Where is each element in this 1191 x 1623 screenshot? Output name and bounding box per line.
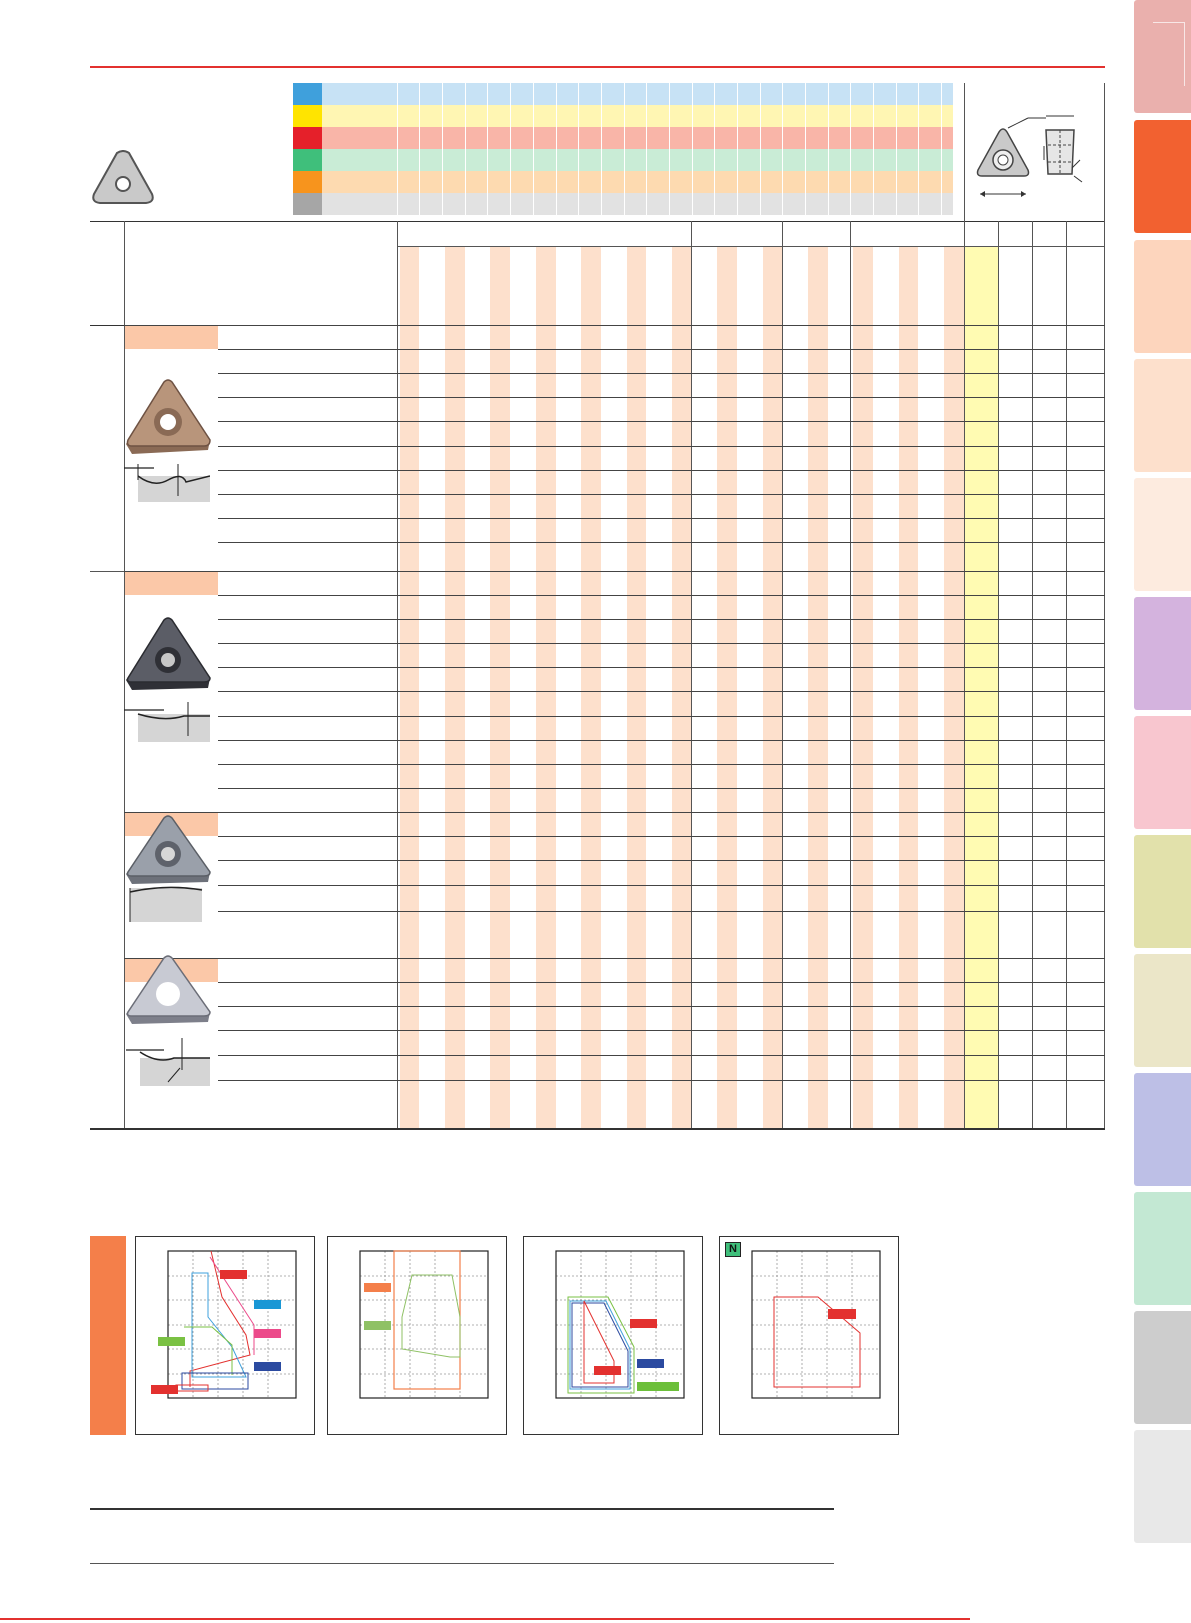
grade-column-stripe: [717, 246, 737, 1128]
index-tab-5[interactable]: [1134, 478, 1191, 591]
insert-image-dark: [124, 616, 212, 692]
grade-column-stripe: [445, 246, 465, 1128]
table-right-edge: [1104, 83, 1105, 1128]
group-divider: [90, 571, 124, 572]
footnote-rule-top: [90, 1508, 834, 1510]
table-subheader-line: [397, 246, 1105, 247]
insert-image-polished: [124, 954, 212, 1026]
grade-column-stripe: [899, 246, 918, 1128]
index-tab-6[interactable]: [1134, 597, 1191, 710]
table-row-line: [218, 911, 1105, 912]
index-tab-13[interactable]: [1134, 1430, 1191, 1543]
table-vline: [397, 221, 398, 1128]
table-row-line: [218, 691, 1105, 692]
table-header-bottom: [90, 325, 1105, 326]
recommended-column: [964, 246, 998, 1128]
table-row-line: [218, 421, 1105, 422]
table-group-line: [124, 325, 1105, 326]
insert-image-coated: [124, 814, 212, 886]
grade-column-stripe: [581, 246, 601, 1128]
chipbreaker-label-bar: [125, 326, 218, 349]
table-row-line: [218, 788, 1105, 789]
table-vline: [850, 221, 851, 1128]
grade-column-stripe: [627, 246, 646, 1128]
table-vline: [1032, 221, 1033, 1128]
grade-column-stripe: [763, 246, 782, 1128]
table-row-line: [218, 494, 1105, 495]
index-tab-7[interactable]: [1134, 716, 1191, 829]
chipbreaker-profile-icon: [124, 702, 210, 742]
iso-row-P: [293, 83, 953, 105]
table-vline: [782, 221, 783, 1128]
table-row-line: [218, 571, 1105, 572]
table-row-line: [218, 982, 1105, 983]
chipbreaker-profile-icon: [124, 1036, 210, 1086]
triangle-insert-icon: [90, 150, 156, 206]
chipbreaker-profile-icon: [124, 462, 210, 502]
table-row-line: [218, 1006, 1105, 1007]
header-vline: [964, 83, 965, 221]
grade-column-stripe: [808, 246, 828, 1128]
grade-column-stripe: [400, 246, 419, 1128]
table-row-line: [218, 667, 1105, 668]
table-row-line: [218, 764, 1105, 765]
iso-row-N: [293, 149, 953, 171]
table-row-line: [218, 885, 1105, 886]
index-tab-4[interactable]: [1134, 359, 1191, 472]
table-row-line: [218, 812, 1105, 813]
table-row-line: [218, 643, 1105, 644]
index-tab-9[interactable]: [1134, 954, 1191, 1067]
table-vline: [691, 221, 692, 1128]
page-footer-rule: [0, 1618, 970, 1620]
iso-row-H: [293, 193, 953, 215]
index-tab-11[interactable]: [1134, 1192, 1191, 1305]
cutting-range-chart-3: [523, 1236, 703, 1435]
table-group-line: [124, 958, 1105, 959]
index-tab-2[interactable]: [1134, 120, 1191, 233]
table-row-line: [218, 1055, 1105, 1056]
cutting-range-chart-4: [719, 1236, 899, 1435]
index-tab-12[interactable]: [1134, 1311, 1191, 1424]
table-row-line: [218, 446, 1105, 447]
band-vline: [964, 83, 965, 215]
table-group-line: [124, 812, 1105, 813]
table-row-line: [218, 1030, 1105, 1031]
iso-material-bands: [293, 83, 953, 215]
iso-row-K: [293, 127, 953, 149]
grade-column-stripe: [853, 246, 873, 1128]
grade-column-stripe: [944, 246, 964, 1128]
grade-column-stripe: [490, 246, 510, 1128]
index-tab-10[interactable]: [1134, 1073, 1191, 1186]
table-row-line: [218, 542, 1105, 543]
iso-n-badge: N: [725, 1242, 741, 1257]
table-group-line: [124, 571, 1105, 572]
table-vline: [964, 221, 965, 1128]
cutting-range-chart-2: [327, 1236, 507, 1435]
iso-row-M: [293, 105, 953, 127]
table-row-line: [218, 1080, 1105, 1081]
index-tab-1[interactable]: [1134, 0, 1191, 113]
table-row-line: [218, 595, 1105, 596]
chart-section-marker: [90, 1236, 126, 1435]
index-tab-8[interactable]: [1134, 835, 1191, 948]
table-vline: [1066, 221, 1067, 1128]
table-row-line: [218, 518, 1105, 519]
grade-column-stripe: [672, 246, 692, 1128]
insert-dimension-icon: [968, 110, 1088, 210]
chipbreaker-label-bar: [125, 572, 218, 595]
table-bottom: [90, 1128, 1105, 1130]
insert-image-brown: [124, 378, 212, 456]
table-row-line: [218, 740, 1105, 741]
table-row-line: [218, 958, 1105, 959]
table-row-line: [218, 716, 1105, 717]
index-tab-3[interactable]: [1134, 240, 1191, 353]
table-row-line: [218, 470, 1105, 471]
chipbreaker-profile-icon: [128, 884, 204, 924]
iso-row-S: [293, 171, 953, 193]
grade-column-stripe: [536, 246, 556, 1128]
table-vline: [998, 221, 999, 1128]
table-row-line: [218, 836, 1105, 837]
footnote-rule-bottom: [90, 1563, 834, 1564]
table-row-line: [218, 619, 1105, 620]
table-row-line: [218, 397, 1105, 398]
table-row-line: [218, 860, 1105, 861]
table-row-line: [218, 349, 1105, 350]
header-rule: [90, 66, 1105, 68]
table-header-top: [90, 221, 1105, 222]
cutting-range-chart-1: [135, 1236, 315, 1435]
table-row-line: [218, 373, 1105, 374]
